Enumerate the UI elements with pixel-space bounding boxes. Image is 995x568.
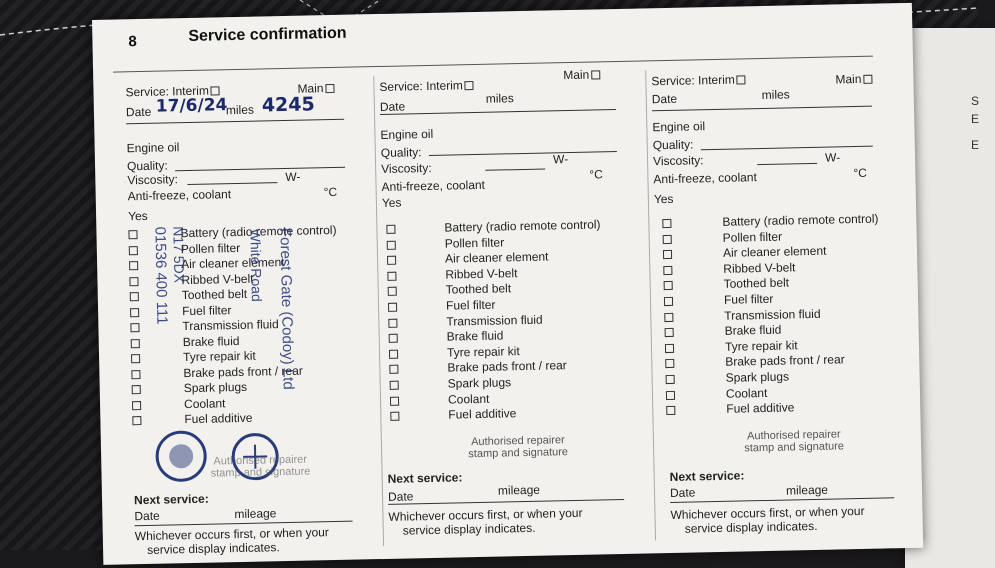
right-page-letter: E [971,112,980,126]
service-column-1 [125,80,385,555]
checklist-checkbox[interactable] [389,349,398,358]
checklist-item-label: Brake pads front / rear [183,363,303,380]
quality-label: Quality: [126,158,168,174]
checklist-checkbox[interactable] [663,250,672,259]
checklist-checkbox[interactable] [665,344,674,353]
antifreeze-label: Anti-freeze, coolant [381,177,486,194]
right-page-letter: E [971,138,980,152]
date-label: Date [125,104,152,120]
authorised-repairer-label: Authorised repairer [213,453,308,468]
checklist-checkbox[interactable] [129,261,138,270]
miles-label: miles [225,102,255,118]
checklist-checkbox[interactable] [666,390,675,399]
viscosity-label: Viscosity: [381,160,432,176]
next-service-line [388,499,624,505]
checklist-item-label: Ribbed V-belt [181,271,254,287]
next-date-label: Date [134,508,160,524]
checklist-item-label: Battery (radio remote control) [180,222,337,241]
authorised-repairer-label: Authorised repairer [746,428,841,443]
yes-label: Yes [127,208,148,224]
checklist-checkbox[interactable] [387,271,396,280]
handwritten-date: 17/6/24 [155,95,228,117]
yes-label: Yes [653,191,674,207]
checklist-checkbox[interactable] [386,225,395,234]
main-label: Main [563,67,590,83]
checklist-checkbox[interactable] [387,240,396,249]
stamp-phone: 01536 400 111 [151,226,171,325]
checklist-checkbox[interactable] [131,339,140,348]
main-checkbox[interactable] [591,71,600,80]
checklist-item-label: Spark plugs [725,369,790,385]
antifreeze-label: Anti-freeze, coolant [127,187,232,204]
main-checkbox[interactable] [863,75,872,84]
checklist-item-label: Tyre repair kit [724,338,798,354]
whichever-line-1: Whichever occurs first, or when your [670,503,865,522]
checklist-checkbox[interactable] [130,308,139,317]
checklist-item-label: Tyre repair kit [182,348,256,365]
date-label: Date [379,99,406,114]
main-label: Main [297,81,324,96]
checklist-checkbox[interactable] [665,359,674,368]
checklist-item-label: Spark plugs [447,375,512,391]
miles-label: miles [485,91,514,106]
date-line [652,106,872,112]
checklist-item-label: Transmission fluid [724,306,821,323]
checklist-checkbox[interactable] [663,235,672,244]
engine-oil-label: Engine oil [126,140,180,156]
antifreeze-label: Anti-freeze, coolant [653,170,757,187]
quality-line [701,146,873,151]
w-label: W- [824,150,841,165]
checklist-checkbox[interactable] [390,396,399,405]
next-mileage-label: mileage [234,506,277,522]
main-label: Main [835,71,862,87]
checklist-item-label: Coolant [725,385,768,401]
checklist-item-label: Brake fluid [724,322,782,339]
stamp-postcode: N17 5DX [170,226,188,284]
viscosity-label: Viscosity: [652,153,704,169]
stamp-signature-label: stamp and signature [744,440,845,455]
checklist-item-label: Air cleaner element [444,249,549,266]
checklist-checkbox[interactable] [132,401,141,410]
checklist-item-label: Air cleaner element [722,243,827,261]
stamp-signature-label: stamp and signature [468,446,569,461]
whichever-line-2: service display indicates. [402,520,536,538]
checklist-checkbox[interactable] [666,406,675,415]
checklist-item-label: Transmission fluid [446,312,543,329]
checklist-checkbox[interactable] [131,354,140,363]
next-service-label: Next service: [669,468,745,485]
checklist-item-label: Fuel filter [181,302,232,318]
checklist-checkbox[interactable] [132,416,141,425]
checklist-checkbox[interactable] [129,246,138,255]
checklist-checkbox[interactable] [129,277,138,286]
interim-label: Interim [426,78,463,94]
checklist-item-label: Toothed belt [445,281,512,298]
engine-oil-label: Engine oil [380,126,434,142]
w-label: W- [285,169,301,184]
whichever-line-2: service display indicates. [146,540,280,557]
stamp-company: Forest Gate (Codoy) Ltd [276,227,297,390]
checklist-checkbox[interactable] [388,303,397,312]
next-date-label: Date [669,485,696,500]
checklist-item-label: Fuel filter [445,297,496,313]
quality-line [429,151,617,156]
next-mileage-label: mileage [497,482,541,498]
service-booklet-page [92,3,923,565]
service-label: Service: [125,84,170,100]
checklist-item-label: Pollen filter [180,240,241,256]
checklist-checkbox[interactable] [664,312,673,321]
next-mileage-label: mileage [785,482,829,498]
stamp-signature-label: stamp and signature [210,465,311,480]
checklist-item-label: Fuel additive [184,410,253,427]
checklist-checkbox[interactable] [389,334,398,343]
checklist-checkbox[interactable] [390,381,399,390]
checklist-item-label: Fuel filter [723,291,774,307]
checklist-item-label: Fuel additive [448,406,517,422]
checklist-checkbox[interactable] [132,385,141,394]
checklist-item-label: Coolant [183,395,226,411]
checklist-item-label: Brake pads front / rear [725,352,845,370]
checklist-checkbox[interactable] [663,266,672,275]
checklist-checkbox[interactable] [130,292,139,301]
right-page-letter: S [971,94,980,108]
checklist-item-label: Spark plugs [183,379,248,396]
checklist-checkbox[interactable] [389,365,398,374]
checklist-item-label: Ribbed V-belt [723,260,796,276]
page-number: 8 [128,33,137,51]
viscosity-label: Viscosity: [127,172,178,188]
viscosity-line [485,169,545,171]
interim-label: Interim [172,83,210,99]
checklist-item-label: Brake fluid [446,328,504,344]
stamp-road: White Road [247,228,265,302]
quality-label: Quality: [380,145,422,160]
celsius-label: °C [853,165,867,181]
quality-label: Quality: [652,137,694,153]
service-label: Service: [651,73,695,89]
engine-oil-label: Engine oil [652,119,706,135]
service-column-3 [651,69,911,544]
next-service-line [670,497,894,503]
celsius-label: °C [589,167,603,182]
miles-label: miles [761,87,790,102]
interim-label: Interim [697,72,735,88]
handwritten-miles: 4245 [261,93,315,117]
whichever-line-2: service display indicates. [684,518,818,536]
whichever-line-1: Whichever occurs first, or when your [388,505,583,524]
service-label: Service: [379,79,423,94]
checklist-checkbox[interactable] [665,328,674,337]
checklist-checkbox[interactable] [390,412,399,421]
header-rule [113,56,873,73]
checklist-item-label: Fuel additive [726,400,795,416]
viscosity-line [757,163,817,165]
viscosity-line [187,182,277,185]
w-label: W- [552,152,569,167]
checklist-checkbox[interactable] [666,375,675,384]
interim-checkbox[interactable] [465,81,474,90]
checklist-item-label: Brake pads front / rear [447,358,567,376]
next-date-label: Date [387,489,414,504]
checklist-item-label: Ribbed V-belt [445,265,518,282]
checklist-checkbox[interactable] [388,287,397,296]
page-title: Service confirmation [188,24,347,45]
yes-label: Yes [381,195,402,210]
interim-checkbox[interactable] [737,76,746,85]
checklist-item-label: Air cleaner element [180,255,285,272]
checklist-checkbox[interactable] [388,318,397,327]
whichever-line-1: Whichever occurs first, or when your [134,525,329,544]
date-line [126,119,344,125]
checklist-item-label: Tyre repair kit [446,343,520,360]
checklist-item-label: Toothed belt [723,275,790,292]
checklist-checkbox[interactable] [664,297,673,306]
next-service-label: Next service: [133,491,209,508]
checklist-checkbox[interactable] [130,323,139,332]
service-column-2 [379,67,639,550]
celsius-label: °C [323,184,338,200]
checklist-checkbox[interactable] [387,256,396,265]
checklist-item-label: Battery (radio remote control) [444,217,601,235]
checklist-checkbox[interactable] [128,230,137,239]
next-service-label: Next service: [387,470,463,486]
checklist-checkbox[interactable] [662,219,671,228]
checklist-item-label: Toothed belt [181,286,248,303]
checklist-checkbox[interactable] [664,281,673,290]
checklist-item-label: Coolant [447,391,490,407]
checklist-checkbox[interactable] [131,370,140,379]
main-checkbox[interactable] [325,84,334,93]
date-line [380,109,616,115]
quality-line [175,167,345,172]
checklist-item-label: Pollen filter [722,229,783,245]
checklist-item-label: Pollen filter [444,235,505,251]
checklist-item-label: Battery (radio remote control) [722,211,879,229]
date-label: Date [651,91,678,107]
authorised-repairer-label: Authorised repairer [471,434,565,449]
checklist-item-label: Brake fluid [182,333,240,349]
checklist-item-label: Transmission fluid [182,317,279,334]
